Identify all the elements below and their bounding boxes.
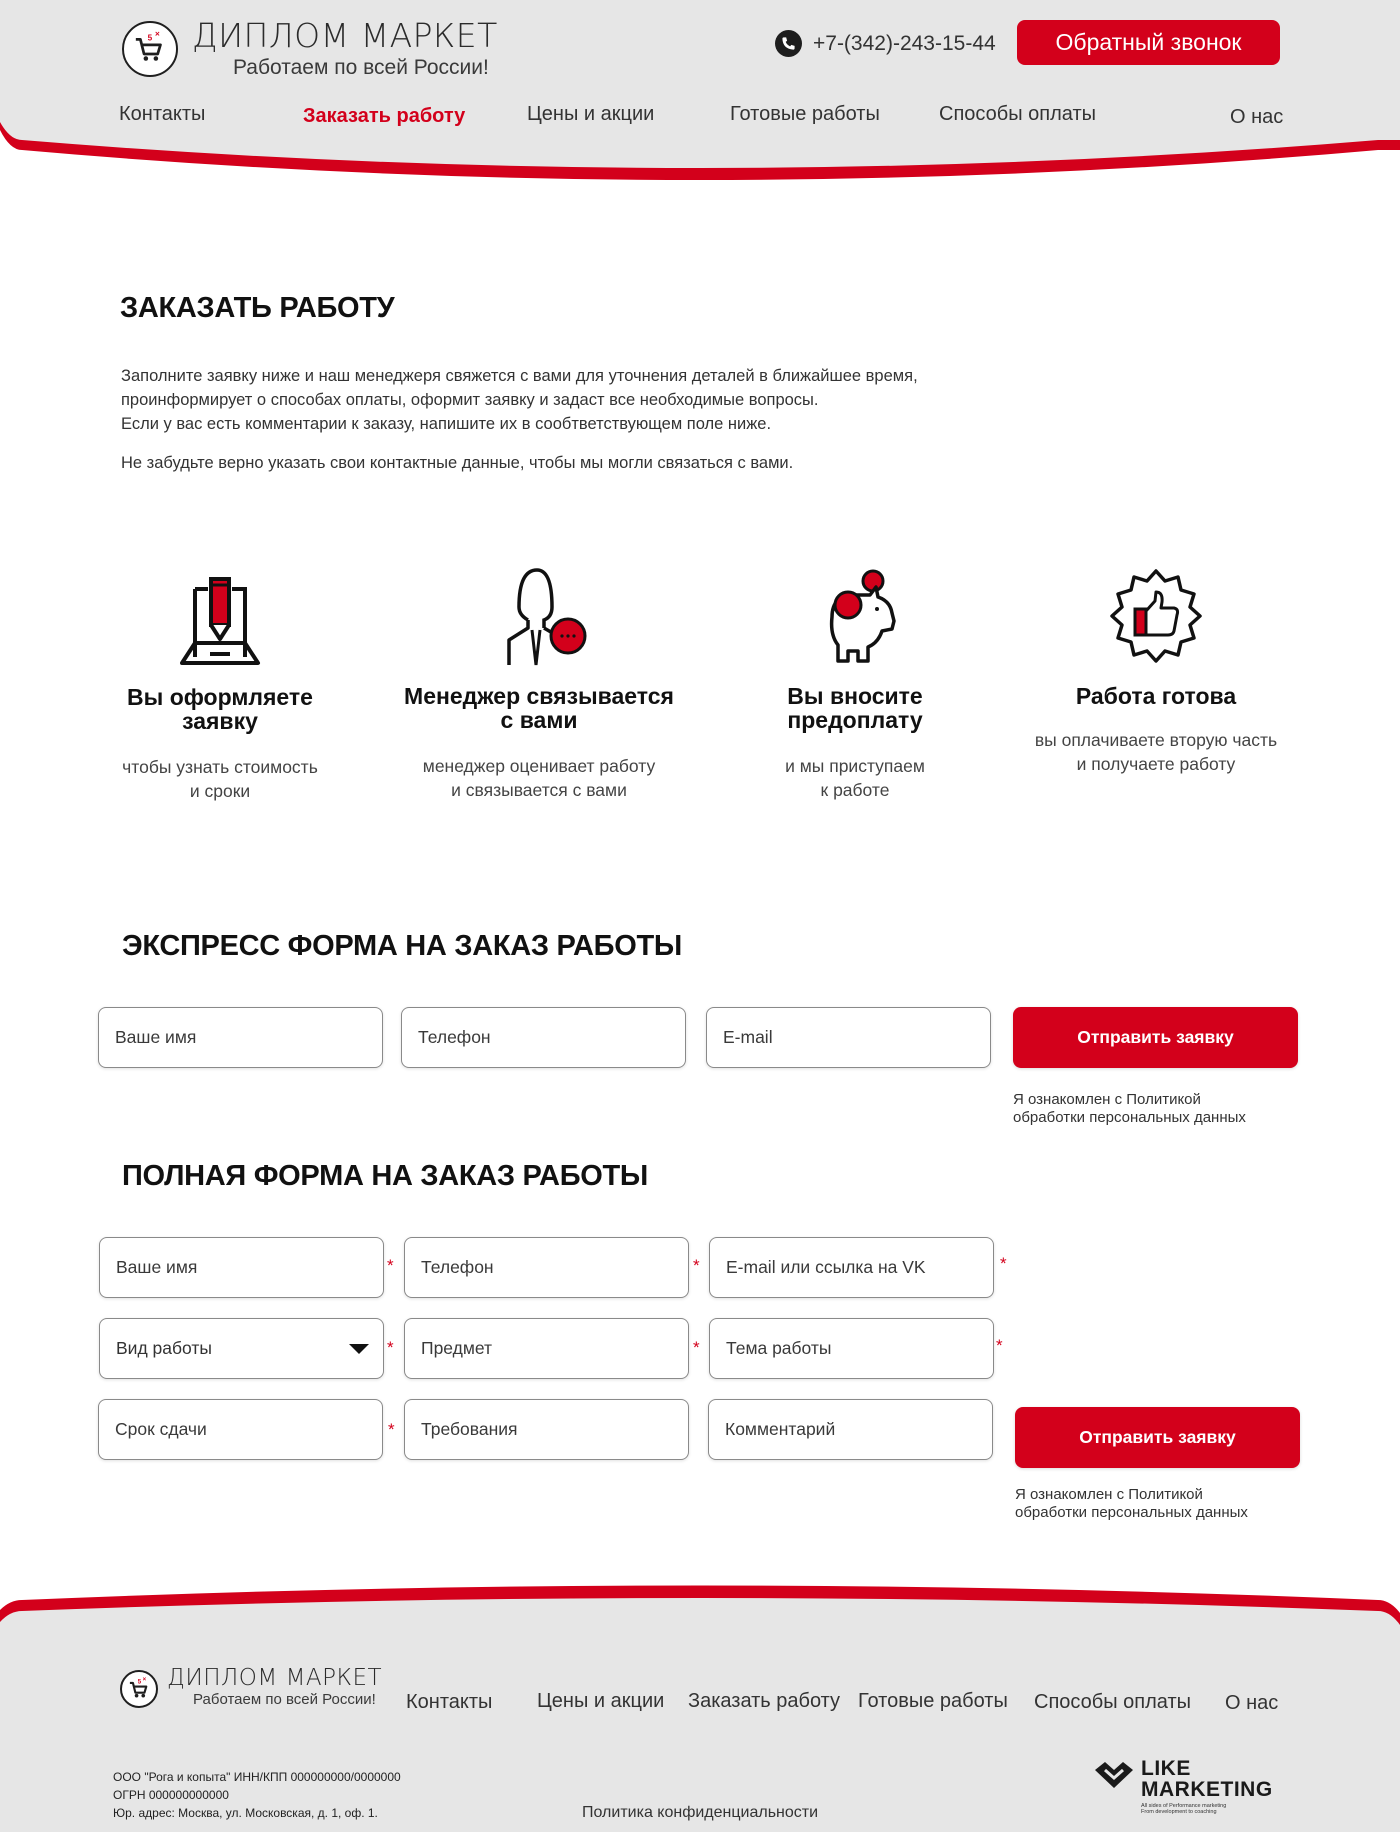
- step-description: чтобы узнать стоимость: [122, 757, 318, 777]
- piggy-bank-icon: [800, 565, 910, 675]
- consent-line: Я ознакомлен с Политикой: [1013, 1091, 1201, 1108]
- header-logo[interactable]: [122, 18, 498, 80]
- step-3: [705, 565, 1005, 802]
- full-email-vk-input[interactable]: [709, 1237, 994, 1298]
- privacy-policy-link[interactable]: Политика конфиденциальности: [582, 1804, 819, 1821]
- express-email-input[interactable]: [706, 1007, 991, 1068]
- nav-order-work[interactable]: Заказать работу: [303, 105, 466, 127]
- svg-text:5: 5: [137, 1679, 142, 1686]
- legal-line: ОГРН 000000000000: [113, 1788, 229, 1802]
- thumbs-up-badge-icon: [1101, 565, 1211, 675]
- express-consent-text[interactable]: [1013, 1091, 1293, 1127]
- legal-line: ООО "Рога и копыта" ИНН/КПП 000000000/0000000: [113, 1770, 401, 1784]
- comment-input[interactable]: [708, 1399, 993, 1460]
- intro-line: проинформирует о способах оплаты, оформит заявку и задаст все необходимые вопросы.: [121, 391, 819, 409]
- cart-icon: [122, 21, 178, 77]
- phone-number: +7-(342)-243-15-44: [813, 31, 996, 55]
- footer-nav-prices[interactable]: Цены и акции: [537, 1690, 665, 1712]
- full-phone-input[interactable]: [404, 1237, 689, 1298]
- required-mark: *: [996, 1336, 1003, 1355]
- full-name-input[interactable]: [99, 1237, 384, 1298]
- brand-title: ДИПЛОМ МАРКЕТ: [167, 1665, 383, 1691]
- subject-input[interactable]: [404, 1318, 689, 1379]
- footer-nav-payment-methods[interactable]: Способы оплаты: [1034, 1691, 1191, 1713]
- required-mark: *: [693, 1338, 700, 1357]
- phone-icon: [775, 30, 802, 57]
- laptop-pencil-icon: [165, 565, 275, 675]
- intro-line: Если у вас есть комментарии к заказу, напишите их в сообтветствующем поле ниже.: [121, 415, 772, 433]
- express-phone-input[interactable]: [401, 1007, 686, 1068]
- deadline-input[interactable]: [98, 1399, 383, 1460]
- requirements-input[interactable]: [404, 1399, 689, 1460]
- step-title: Вы оформляете: [127, 684, 313, 710]
- like-marketing-logo[interactable]: [1093, 1758, 1273, 1815]
- full-submit-button[interactable]: Отправить заявку: [1015, 1407, 1300, 1468]
- step-title: предоплату: [787, 707, 923, 733]
- step-description: к работе: [820, 780, 890, 800]
- brand-subtitle: Работаем по всей России!: [193, 1691, 376, 1708]
- legal-line: Юр. адрес: Москва, ул. Московская, д. 1, оф. 1.: [113, 1806, 378, 1820]
- footer-nav-contacts[interactable]: Контакты: [406, 1691, 493, 1713]
- consent-line: обработки персональных данных: [1015, 1504, 1248, 1521]
- step-description: и связывается с вами: [451, 780, 627, 800]
- topic-input[interactable]: [709, 1318, 994, 1379]
- work-type-select[interactable]: [99, 1318, 384, 1379]
- nav-ready-works[interactable]: Готовые работы: [730, 103, 880, 125]
- full-form-title: ПОЛНАЯ ФОРМА НА ЗАКАЗ РАБОТЫ: [122, 1160, 649, 1192]
- nav-prices[interactable]: Цены и акции: [527, 103, 655, 125]
- callback-button[interactable]: Обратный звонок: [1017, 20, 1280, 65]
- step-title: Вы вносите: [787, 683, 923, 709]
- site-header: [0, 0, 1400, 200]
- site-footer: [0, 1585, 1400, 1832]
- partner-tagline: All sides of Performance marketing: [1141, 1803, 1227, 1809]
- step-description: вы оплачиваете вторую часть: [1034, 730, 1278, 750]
- nav-contacts[interactable]: Контакты: [119, 103, 206, 125]
- required-mark: *: [1000, 1254, 1007, 1273]
- intro-line: Заполните заявку ниже и наш менеджеря свяжется с вами для уточнения деталей в ближайшее время,: [121, 367, 918, 385]
- step-1: [70, 565, 370, 803]
- step-title: с вами: [500, 707, 578, 733]
- like-marketing-icon: [1093, 1758, 1135, 1792]
- svg-text:5: 5: [147, 33, 153, 43]
- brand-title: ДИПЛОМ МАРКЕТ: [192, 16, 498, 55]
- step-title: Менеджер связывается: [404, 683, 674, 709]
- nav-payment-methods[interactable]: Способы оплаты: [939, 103, 1096, 125]
- required-mark: *: [387, 1338, 394, 1357]
- required-mark: *: [387, 1256, 394, 1275]
- partner-name: MARKETING: [1141, 1778, 1273, 1801]
- footer-logo[interactable]: [120, 1665, 382, 1708]
- footer-nav-order-work[interactable]: Заказать работу: [688, 1690, 841, 1712]
- work-type-value: Вид работы: [116, 1338, 212, 1358]
- step-4: [1006, 565, 1306, 776]
- express-submit-button[interactable]: Отправить заявку: [1013, 1007, 1298, 1068]
- express-form-title: ЭКСПРЕСС ФОРМА НА ЗАКАЗ РАБОТЫ: [122, 930, 682, 962]
- consent-line: Я ознакомлен с Политикой: [1015, 1486, 1203, 1503]
- step-description: и получаете работу: [1076, 754, 1236, 774]
- cart-icon: [120, 1670, 158, 1708]
- full-consent-text[interactable]: [1015, 1486, 1295, 1522]
- header-phone[interactable]: [775, 30, 996, 57]
- step-title: заявку: [182, 708, 258, 734]
- nav-about[interactable]: О нас: [1230, 106, 1284, 128]
- svg-text:×: ×: [154, 29, 160, 39]
- chevron-down-icon: [349, 1344, 369, 1354]
- step-description: и мы приступаем: [785, 756, 925, 776]
- brand-subtitle: Работаем по всей России!: [233, 56, 489, 79]
- express-name-input[interactable]: [98, 1007, 383, 1068]
- step-title: Работа готова: [1075, 683, 1237, 709]
- partner-tagline: From development to coaching: [1141, 1809, 1217, 1815]
- page-title: ЗАКАЗАТЬ РАБОТУ: [120, 292, 395, 324]
- required-mark: *: [693, 1256, 700, 1275]
- step-description: и сроки: [189, 781, 251, 801]
- step-2: [389, 565, 689, 802]
- step-description: менеджер оценивает работу: [422, 756, 656, 776]
- intro-text: [121, 364, 1021, 475]
- partner-name: LIKE: [1141, 1757, 1191, 1780]
- footer-nav-about[interactable]: О нас: [1225, 1692, 1279, 1714]
- svg-text:×: ×: [142, 1677, 147, 1684]
- footer-nav-ready-works[interactable]: Готовые работы: [858, 1690, 1008, 1712]
- intro-note: Не забудьте верно указать свои контактные данные, чтобы мы могли связаться с вами.: [121, 454, 794, 472]
- required-mark: *: [388, 1420, 395, 1439]
- manager-chat-icon: [484, 565, 594, 675]
- consent-line: обработки персональных данных: [1013, 1109, 1246, 1126]
- legal-info: [113, 1768, 401, 1822]
